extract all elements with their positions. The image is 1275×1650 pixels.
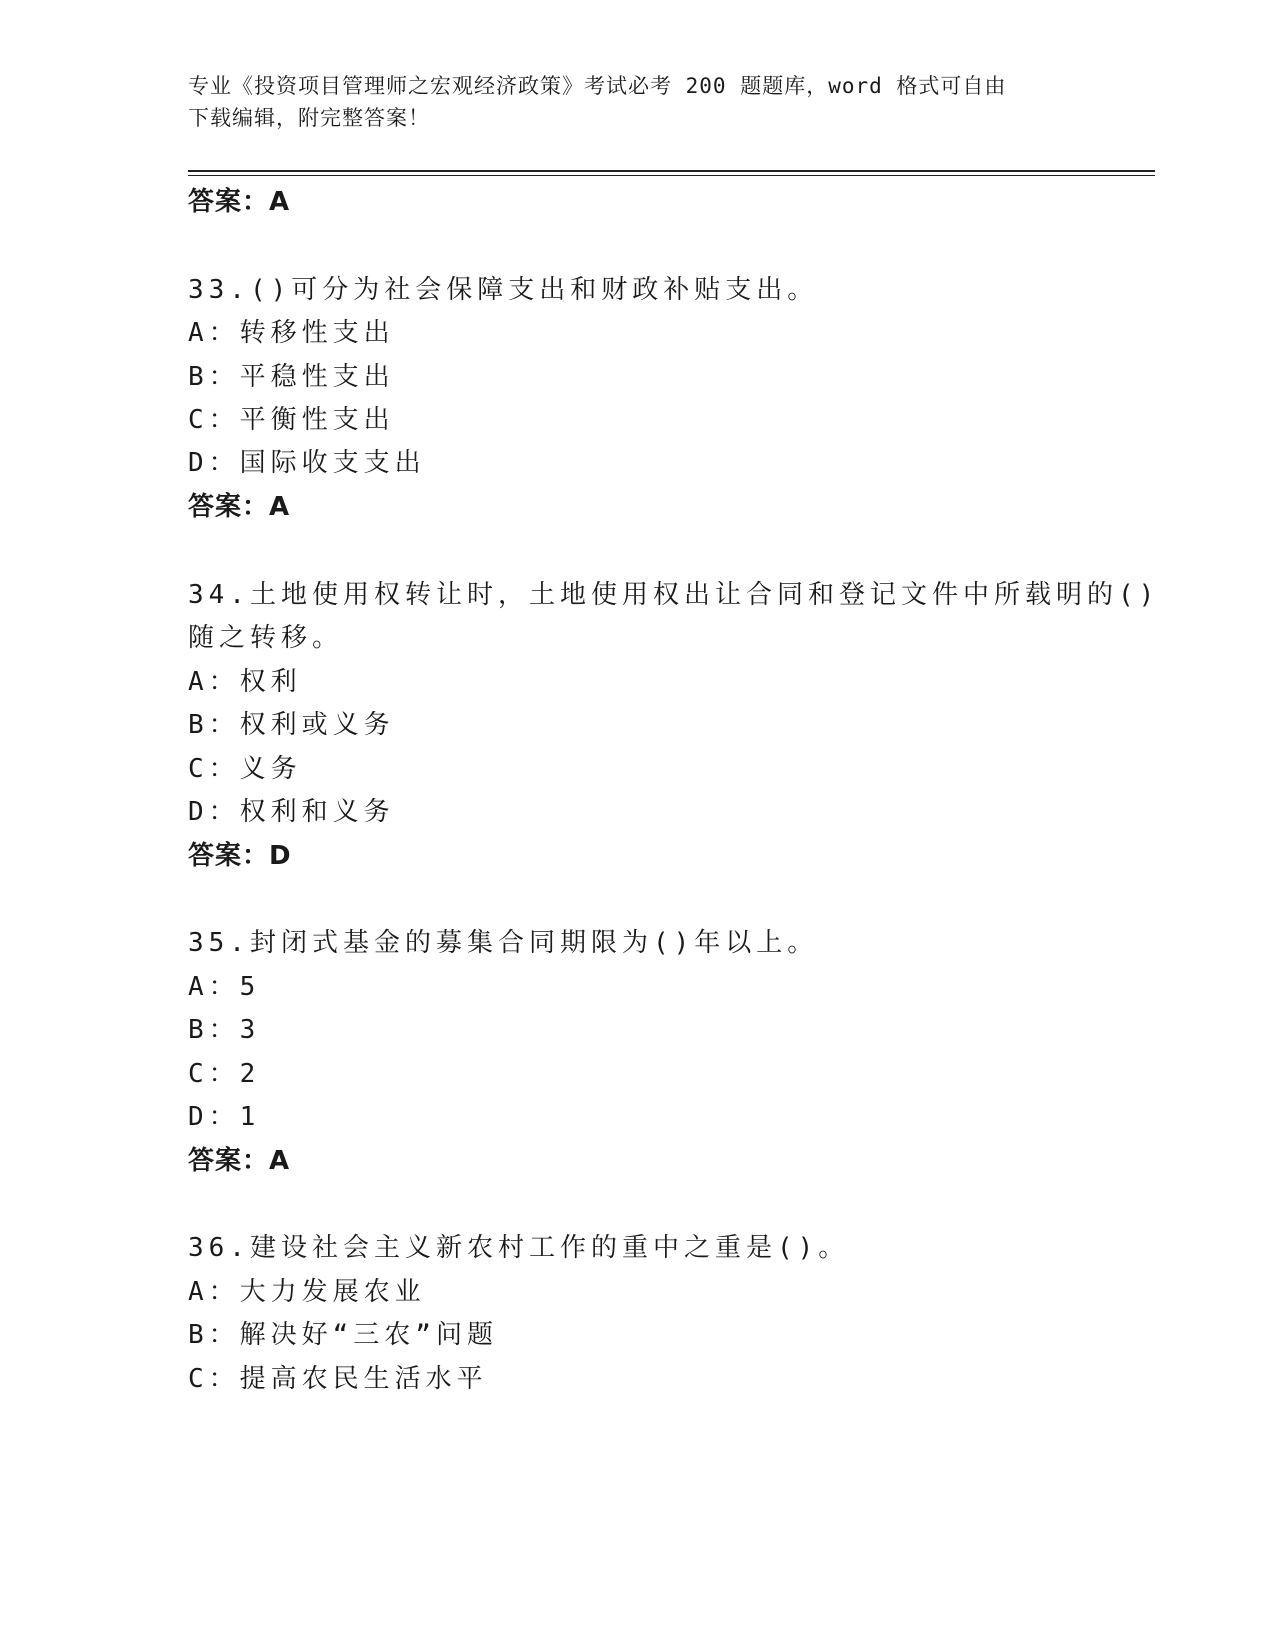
question-36-stem: 36.建设社会主义新农村工作的重中之重是()。	[188, 1233, 850, 1263]
question-36-option-c: C：提高农民生活水平	[188, 1364, 488, 1394]
question-34-answer: 答案：D	[188, 841, 292, 871]
question-36-option-a: A：大力发展农业	[188, 1277, 426, 1307]
header-rule-bottom	[188, 175, 1155, 176]
question-33-option-a: A：转移性支出	[188, 318, 395, 348]
question-35-stem: 35.封闭式基金的募集合同期限为()年以上。	[188, 928, 819, 958]
previous-answer: 答案：A	[188, 187, 291, 217]
question-34-option-b: B：权利或义务	[188, 710, 395, 740]
question-35-answer: 答案：A	[188, 1146, 291, 1176]
document-header-line-2: 下载编辑，附完整答案！	[188, 106, 430, 130]
question-34-option-d: D：权利和义务	[188, 797, 395, 827]
question-33-option-d: D：国际收支支出	[188, 448, 426, 478]
question-33-option-b: B：平稳性支出	[188, 362, 395, 392]
document-header-line-1: 专业《投资项目管理师之宏观经济政策》考试必考 200 题题库，word 格式可自由	[188, 74, 1007, 98]
question-33-answer: 答案：A	[188, 492, 291, 522]
question-33-option-c: C：平衡性支出	[188, 405, 395, 435]
question-34-stem-line-1: 34.土地使用权转让时，土地使用权出让合同和登记文件中所载明的()	[188, 580, 1160, 610]
question-34-stem-line-2: 随之转移。	[188, 623, 344, 653]
question-35-option-b: B：3	[188, 1015, 261, 1045]
question-35-option-c: C：2	[188, 1059, 261, 1089]
question-35-option-a: A：5	[188, 972, 261, 1002]
question-34-option-a: A：权利	[188, 667, 302, 697]
question-33-stem: 33.()可分为社会保障支出和财政补贴支出。	[188, 275, 819, 305]
question-34-option-c: C：义务	[188, 754, 302, 784]
question-35-option-d: D：1	[188, 1102, 261, 1132]
question-36-option-b: B：解决好“三农”问题	[188, 1320, 498, 1350]
header-rule-top	[188, 170, 1155, 172]
